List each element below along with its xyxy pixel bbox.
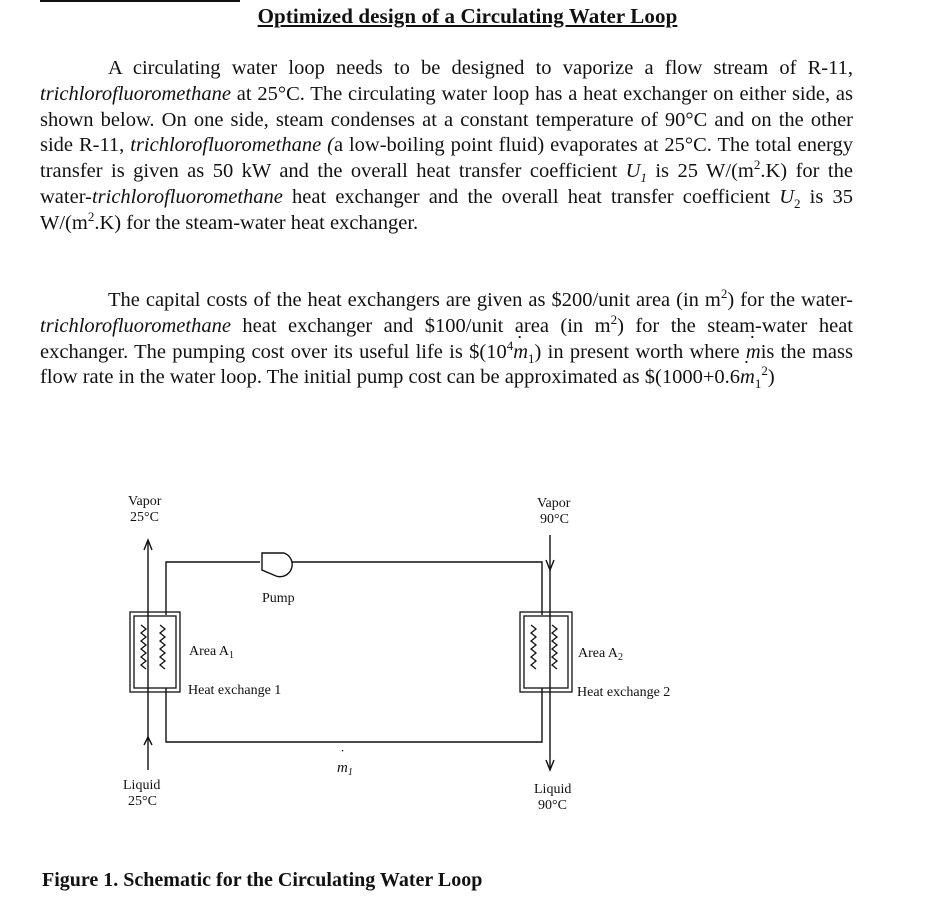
flow-rate-label: $m_1$ <box>337 760 353 778</box>
liquid-right-label: Liquid <box>534 782 572 797</box>
left-stream <box>144 540 152 770</box>
paragraph-2: The capital costs of the heat exchangers are given as $200/unit area (in $m^2$) for the water- trichlorofluoromethane heat exchanger and $100/unit area (in $m^2$) for the steam-water heat exchanger. The pumping cost over its useful life is $\$(10^4˙$ $m_1$) in present worth where ˙ mis the mass flow rate in the water loop. The initial pump cost can be approximated as $(1000+0.6˙ $m_1^2$) <box>40 288 853 391</box>
m-dot-symbol: ˙ m <box>740 366 755 388</box>
loop-schematic <box>0 440 935 860</box>
document-title: Optimized design of a Circulating Water Loop <box>257 4 678 28</box>
heat-exchanger-1 <box>130 612 180 692</box>
liquid-left-label: Liquid <box>123 778 161 793</box>
heat-exchanger-2 <box>520 612 572 692</box>
liquid-right-temp: 90°C <box>538 798 567 813</box>
vapor-left-temp: 25°C <box>130 510 159 525</box>
paragraph-1: A circulating water loop needs to be designed to vaporize a flow stream of R-11, trichlorofluoromethane at 25°C. The circulating water loop has a heat exchanger on either side, as shown below. On one side, steam condenses at a constant temperature of 90°C and on the other side R-11, trichlorofluoromethane (a low-boiling point fluid) evaporates at 25°C. The total energy transfer is given as 50 kW and the overall heat transfer coefficient $U_1$ is 25 $W/(m^2.K)$ for the water-trichlorofluoromethane heat exchanger and the overall heat transfer coefficient $U_2$ is 35 $W/(m^2.K)$ for the steam-water heat exchanger. <box>40 57 854 234</box>
top-rule <box>40 0 240 2</box>
figure-caption: Figure 1. Schematic for the Circulating Water Loop <box>42 869 483 891</box>
hx-2-label: Heat exchange 2 <box>577 685 671 700</box>
vapor-right-temp: 90°C <box>540 512 569 527</box>
pump-icon <box>262 553 292 577</box>
liquid-left-temp: 25°C <box>128 794 157 809</box>
area-1-label: Area $A_1$ <box>189 644 235 661</box>
pump-label: Pump <box>262 591 295 606</box>
flow-rate-dot: ˙ <box>340 748 345 764</box>
vapor-left-label: Vapor <box>128 494 162 509</box>
m-dot-symbol: ˙ m <box>513 341 528 363</box>
vapor-right-label: Vapor <box>537 496 571 511</box>
right-stream <box>546 535 554 770</box>
m-dot-symbol: ˙ m <box>746 341 761 363</box>
area-2-label: Area $A_2$ <box>578 646 624 663</box>
hx-1-label: Heat exchange 1 <box>188 683 282 698</box>
